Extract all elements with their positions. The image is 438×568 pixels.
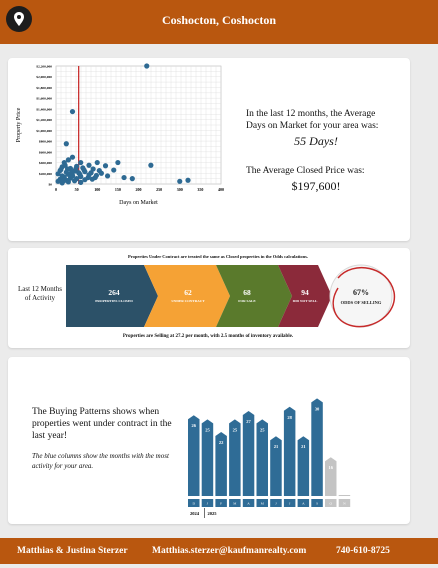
scatter-point [103,163,108,168]
scatter-point [70,173,75,178]
activity-label: Last 12 Months of Activity [18,285,62,302]
price-text: The Average Closed Price was: [246,166,365,176]
scatter-point [177,179,182,184]
month-label: M [260,501,264,506]
y-tick-label: $1,800,000 [36,85,52,90]
bar-value-label: 30 [314,406,320,412]
y-tick-label: $1,400,000 [36,107,52,112]
scatter-point [77,172,82,177]
scatter-point [81,167,86,172]
x-tick-label: 100 [94,187,101,192]
month-label: A [302,501,305,506]
closed-count: 264 [108,288,120,297]
closed-label: PROPERTIES CLOSED [95,299,133,303]
y-tick-label: $400,000 [38,161,52,166]
scatter-point [144,63,149,68]
y-tick-label: $200,000 [38,171,52,176]
scatter-point [185,178,190,183]
odds-label: ODDS OF SELLING [340,300,382,305]
x-tick-label: 250 [156,187,163,192]
scatter-point [105,173,110,178]
bar-value-label: 27 [246,419,251,424]
month-label: N [343,501,346,506]
x-tick-label: 200 [135,187,142,192]
header-bar [0,0,438,44]
agent-names: Matthias & Justina Sterzer [17,546,128,556]
scatter-point [94,173,99,178]
buying-text: The Buying Patterns shows when properties went under contract in the last year! [32,407,172,441]
forsale-label: FOR SALE [238,299,256,303]
bar-value-label: 21 [273,444,279,450]
x-tick-label: 150 [114,187,121,192]
month-bar [325,457,337,496]
scatter-point [70,109,75,114]
month-label: S [316,501,319,506]
buying-patterns-card [8,357,410,524]
contract-count: 62 [184,288,192,297]
month-bar [284,407,296,496]
scatter-point [97,168,102,173]
y-tick-label: $600,000 [38,150,52,155]
agent-email[interactable]: Matthias.sterzer@kaufmanrealty.com [152,546,307,556]
bar-value-label: 28 [287,414,292,420]
footer-bar [0,538,438,564]
scatter-point [90,177,95,182]
market-stats-card [8,58,410,241]
scatter-point [88,170,93,175]
agent-phone[interactable]: 740-610-8725 [336,546,390,556]
scatter-point [72,178,77,183]
month-label: J [206,501,209,506]
scatter-point [111,167,116,172]
bar-value-label: 22 [218,440,224,445]
month-bar [339,495,351,496]
bar-value-label: 25 [260,427,265,433]
month-label: J [275,501,277,506]
y-tick-label: $1,600,000 [36,96,52,101]
notsold-count: 94 [301,288,309,297]
year-label-2025: 2025 [207,511,217,516]
x-tick-label: 300 [176,187,183,192]
month-bar [311,398,323,496]
y-tick-label: $1,200,000 [36,118,52,123]
scatter-point [130,176,135,181]
dom-text: In the last 12 months, the Average Days on Market for your area was: [246,109,379,131]
y-tick-label: $0 [48,182,52,187]
page-title: Coshocton, Coshocton [161,13,276,27]
month-label: F [220,501,223,506]
scatter-point [86,163,91,168]
x-axis-label: Days on Market [119,200,158,206]
scatter-point [66,179,71,184]
bar-value-label: 25 [232,427,238,433]
bar-value-label: 25 [205,427,210,433]
bar-value-label: 21 [301,444,306,450]
activity-arrows [8,248,410,348]
bar-value-label: 26 [191,423,196,429]
scatter-point [95,160,100,165]
x-tick-label: 400 [218,187,224,192]
month-label: A [247,501,250,506]
month-label: J [288,501,291,506]
buying-bar-chart [180,357,390,524]
x-tick-label: 0 [55,187,57,192]
y-tick-label: $1,000,000 [36,128,52,133]
notsold-label: DID NOT SELL [292,299,318,303]
scatter-point [115,160,120,165]
forsale-count: 68 [243,288,251,297]
x-tick-label: 350 [197,187,204,192]
month-label: D [192,501,196,506]
month-label: O [329,501,333,506]
scatter-point [64,141,69,146]
buying-note: The blue columns show the months with the most activity for your area. [32,452,169,470]
selling-rate-note: Properties are Selling at 27.2 per month, with 2.5 months of inventory available. [122,334,294,339]
odds-value: 67% [353,288,369,297]
scatter-point [58,167,63,172]
scatter-chart [8,58,238,241]
scatter-point [69,169,74,174]
y-tick-label: $2,000,000 [36,75,52,80]
x-tick-label: 50 [74,187,79,192]
scatter-point [61,178,66,183]
activity-card [8,248,410,348]
price-value: $197,600! [291,179,341,193]
year-label-2024: 2024 [190,511,199,516]
odds-note: Properties Under Contract are treated the same as Closed properties in the Odds calculations. [127,254,309,259]
y-tick-label: $2,200,000 [36,64,52,69]
dom-value: 55 Days! [294,134,338,148]
scatter-point [148,163,153,168]
month-label: M [233,501,237,506]
scatter-point [121,175,126,180]
contract-label: UNDER CONTRACT [171,299,205,303]
bar-value-label: 16 [328,465,333,471]
y-axis-label: Property Price [16,107,22,143]
scatter-point [78,160,83,165]
scatter-point [78,180,83,185]
y-tick-label: $800,000 [38,139,52,144]
